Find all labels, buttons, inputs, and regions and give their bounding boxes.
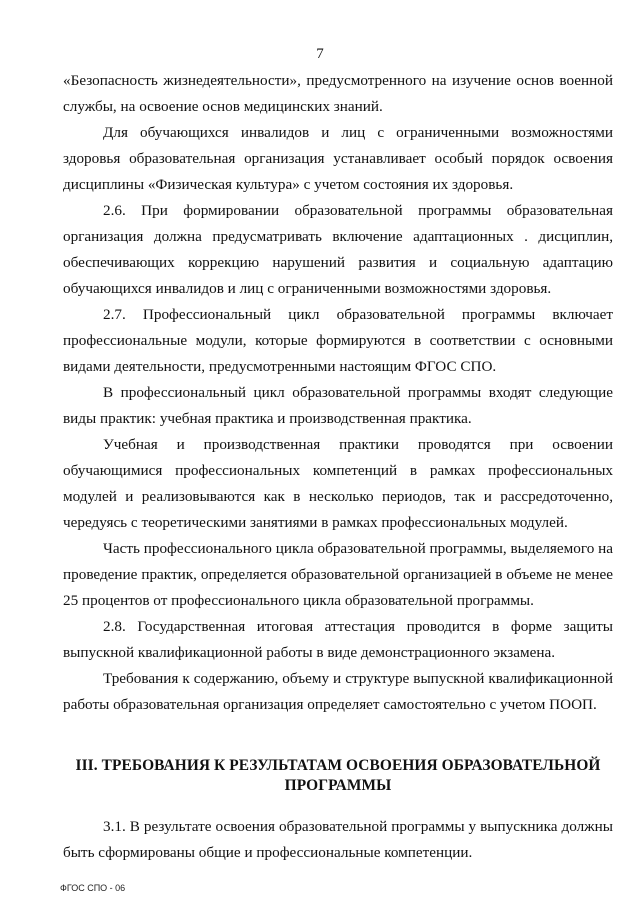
paragraph-final-work-requirements: Требования к содержанию, объему и структуре выпускной квалификационной работы образовательная организация определяет самостоятельно с учетом ПООП. (63, 670, 613, 713)
section-heading: III. ТРЕБОВАНИЯ К РЕЗУЛЬТАТАМ ОСВОЕНИЯ ОБРАЗОВАТЕЛЬНОЙ ПРОГРАММЫ (75, 757, 601, 794)
paragraph-practice-conduct: Учебная и производственная практики проводятся при освоении обучающимися профессиональных компетенций в рамках профессиональных модулей и реализовываются как в несколько периодов, так и рассредоточенно, чередуясь с теоретическими занятиями в рамках профессиональных модулей. (63, 436, 613, 531)
page-number: 7 (316, 46, 324, 62)
paragraph-2-6: 2.6. При формировании образовательной программы образовательная организация должна предусматривать включение адаптационных . дисциплин, обеспечивающих коррекцию нарушений развития и социальную адаптацию обучающихся инвалидов и лиц с ограниченными возможностями здоровья. (63, 202, 613, 297)
paragraph-2-7: 2.7. Профессиональный цикл образовательной программы включает профессиональные модули, которые формируются в соответствии с основными видами деятельности, предусмотренными настоящим ФГОС СПО. (63, 306, 613, 375)
document-body (63, 68, 613, 866)
paragraph-3-1: 3.1. В результате освоения образовательной программы у выпускника должны быть сформированы общие и профессиональные компетенции. (63, 818, 613, 861)
paragraph-disabled-students: Для обучающихся инвалидов и лиц с ограниченными возможностями здоровья образовательная организация устанавливает особый порядок освоения дисциплины «Физическая культура» с учетом состояния их здоровья. (63, 124, 613, 193)
footer-standard-code: ФГОС СПО - 06 (60, 883, 126, 893)
paragraph-2-8: 2.8. Государственная итоговая аттестация проводится в форме защиты выпускной квалификационной работы в виде демонстрационного экзамена. (63, 618, 613, 661)
paragraph-continuation: «Безопасность жизнедеятельности», предусмотренного на изучение основ военной службы, на освоение основ медицинских знаний. (63, 72, 613, 115)
paragraph-practice-share: Часть профессионального цикла образовательной программы, выделяемого на проведение практик, определяется образовательной организацией в объеме не менее 25 процентов от профессионального цикла образовательной программы. (63, 540, 613, 609)
paragraph-practice-types: В профессиональный цикл образовательной программы входят следующие виды практик: учебная практика и производственная практика. (63, 384, 613, 427)
